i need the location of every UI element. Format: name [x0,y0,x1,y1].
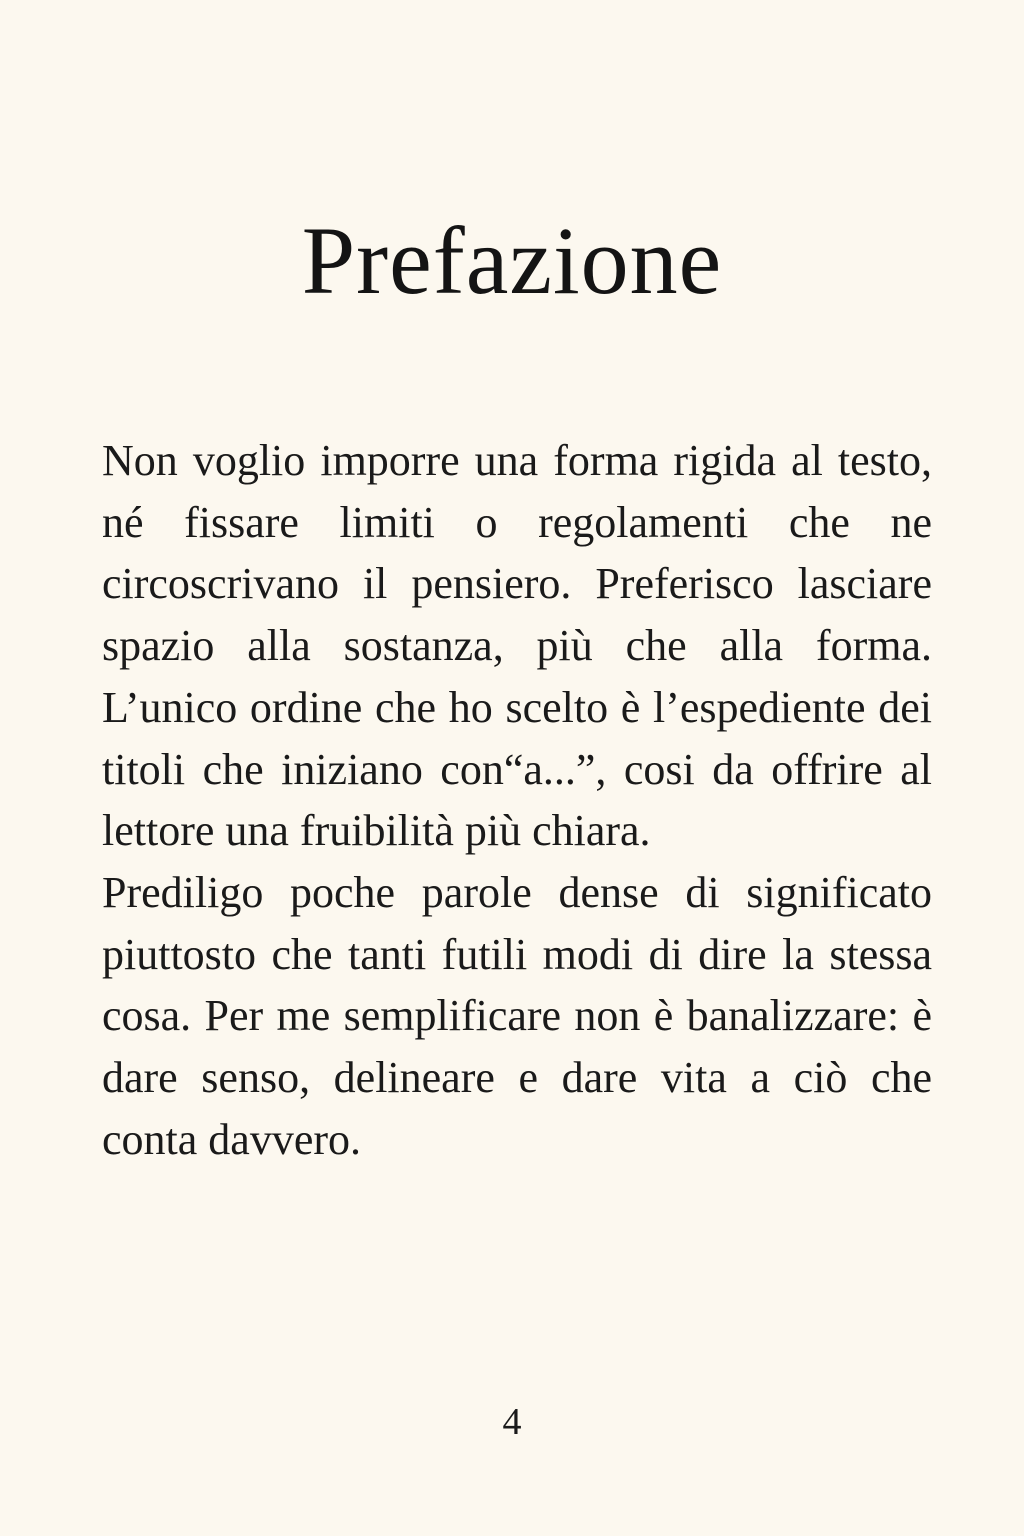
preface-body [102,430,932,1170]
paragraph-2: Prediligo poche parole dense di significato piuttosto che tanti futili modi di dire la stessa cosa. Per me semplificare non è banalizzare: è dare senso, delineare e dare vita a ciò che conta davvero. [102,867,932,1164]
page-title: Prefazione [301,207,723,314]
paragraph-1: Non voglio imporre una forma rigida al testo, né fissare limiti o regolamenti che ne circoscrivano il pensiero. Preferisco lasciare spazio alla sostanza, più che alla forma. L’unico ordine che ho scelto è l’espediente dei titoli che iniziano con“a...”, cosi da offrire al lettore una fruibilità più chiara. [102,436,932,856]
page-number: 4 [502,1401,522,1443]
